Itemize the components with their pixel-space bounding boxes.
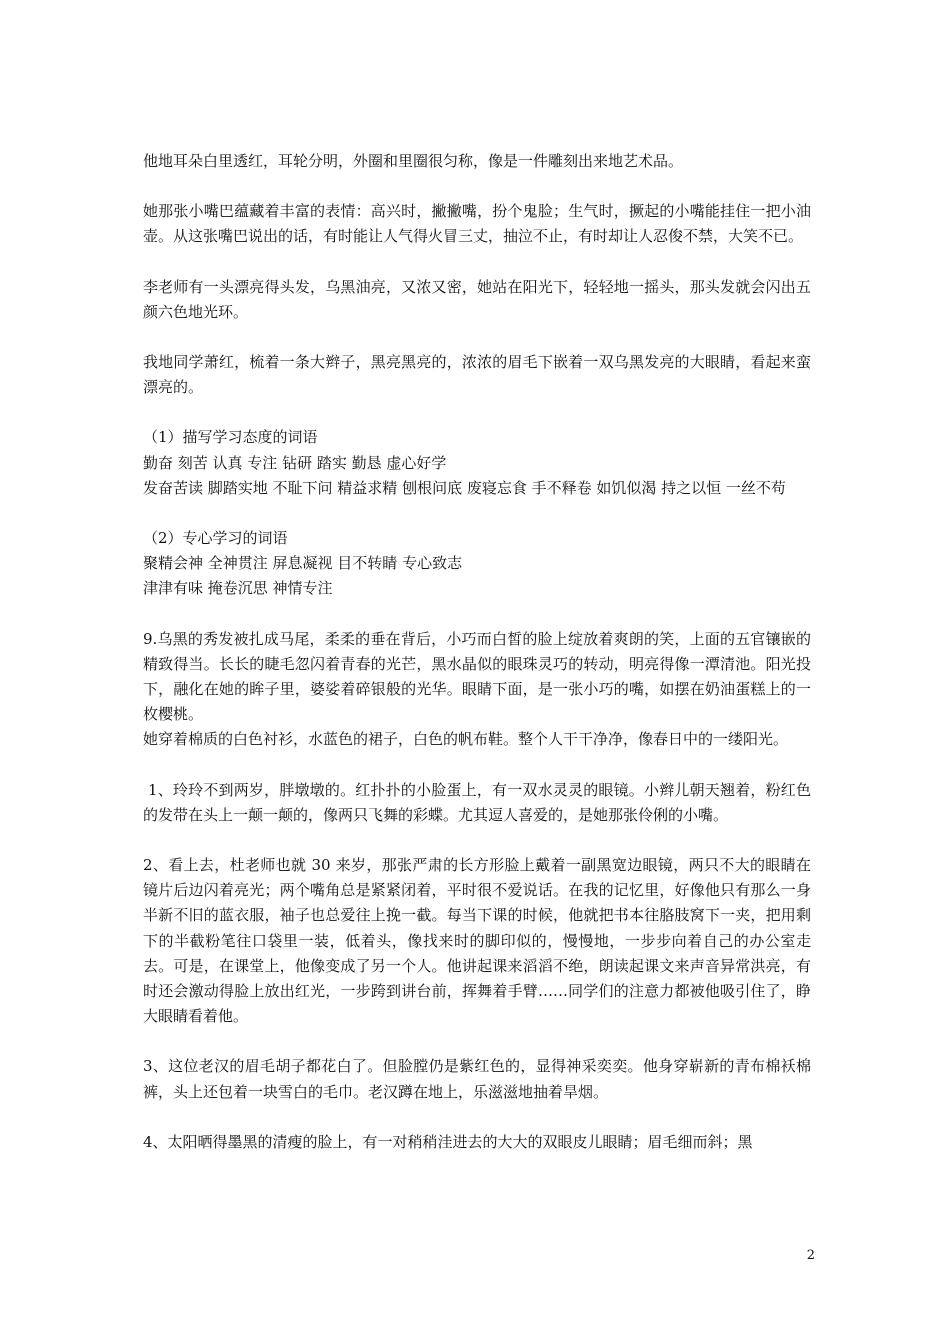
vocab-section-study-attitude — [143, 425, 811, 501]
vocab-line: 津津有味 掩卷沉思 神情专注 — [143, 579, 333, 598]
paragraph-mouth: 她那张小嘴巴蕴藏着丰富的表情：高兴时，撇撇嘴，扮个鬼脸；生气时，撅起的小嘴能挂住一把小油壶。从这张嘴巴说出的话，有时能让人气得火冒三丈，抽泣不止，有时却让人忍俊不禁，大笑不已。 — [143, 202, 811, 246]
vocab-section-focused-study — [143, 526, 811, 602]
paragraph-section-9-clothes: 她穿着棉质的白色衬衫，水蓝色的裙子，白色的帆布鞋。整个人干干净净，像春日中的一缕阳光。 — [143, 730, 789, 749]
paragraph-hair: 李老师有一头漂亮得头发，乌黑油亮，又浓又密，她站在阳光下，轻轻地一摇头，那头发就会闪出五颜六色地光环。 — [143, 277, 811, 321]
example-3: 3、这位老汉的眉毛胡子都花白了。但脸膛仍是紫红色的，显得神采奕奕。他身穿崭新的青布棉袄棉裤，头上还包着一块雪白的毛巾。老汉蹲在地上，乐滋滋地抽着旱烟。 — [143, 1057, 811, 1101]
vocab-line: 发奋苦读 脚踏实地 不耻下问 精益求精 刨根问底 废寝忘食 手不释卷 如饥似渴 持之以恒 一丝不苟 — [143, 478, 786, 497]
paragraph-classmate: 我地同学萧红，梳着一条大辫子，黑亮黑亮的，浓浓的眉毛下嵌着一双乌黑发亮的大眼睛，看起来蛮漂亮的。 — [143, 353, 811, 397]
vocab-heading: （2）专心学习的词语 — [143, 529, 288, 548]
example-1: 1、玲玲不到两岁，胖墩墩的。红扑扑的小脸蛋上，有一双水灵灵的眼镜。小辫儿朝天翘着，粉红色的发带在头上一颠一颠的，像两只飞舞的彩蝶。尤其逗人喜爱的，是她那张伶俐的小嘴。 — [143, 780, 811, 824]
document-body — [143, 149, 811, 1155]
example-2: 2、看上去，杜老师也就 30 来岁，那张严肃的长方形脸上戴着一副黑宽边眼镜，两只不大的眼睛在镜片后边闪着亮光；两个嘴角总是紧紧闭着，平时很不爱说话。在我的记忆里，好像他只有那么一身半新不旧的蓝衣服，袖子也总爱往上挽一截。每当下课的时候，他就把书本往胳肢窝下一夹，把用剩下的半截粉笔往口袋里一装，低着头，像找来时的脚印似的，慢慢地，一步步向着自己的办公室走去。可是，在课堂上，他像变成了另一个人。他讲起课来滔滔不绝，朗读起课文来声音异常洪亮，有时还会激动得脸上放出红光，一步跨到讲台前，挥舞着手臂……同学们的注意力都被他吸引住了，睁大眼睛看着他。 — [143, 856, 811, 1026]
vocab-heading: （1）描写学习态度的词语 — [143, 428, 318, 447]
page-number: 2 — [806, 1248, 815, 1263]
vocab-line: 聚精会神 全神贯注 屏息凝视 目不转睛 专心致志 — [143, 554, 463, 573]
paragraph-section-9-face: 9.乌黑的秀发被扎成马尾，柔柔的垂在背后，小巧而白皙的脸上绽放着爽朗的笑，上面的五官镶嵌的精致得当。长长的睫毛忽闪着青春的光芒，黑水晶似的眼珠灵巧的转动，明亮得像一潭清池。阳光投下，融化在她的眸子里，婆娑着碎银般的光华。眼睛下面，是一张小巧的嘴，如摆在奶油蛋糕上的一枚樱桃。 — [143, 629, 811, 724]
paragraph-ears: 他地耳朵白里透红，耳轮分明，外圈和里圈很匀称，像是一件雕刻出来地艺术品。 — [143, 152, 684, 170]
vocab-line: 勤奋 刻苦 认真 专注 钻研 踏实 勤恳 虚心好学 — [143, 453, 447, 472]
example-4: 4、太阳晒得墨黑的清瘦的脸上，有一对稍稍洼进去的大大的双眼皮儿眼睛；眉毛细而斜；黑 — [143, 1132, 753, 1151]
section-9 — [143, 627, 811, 753]
